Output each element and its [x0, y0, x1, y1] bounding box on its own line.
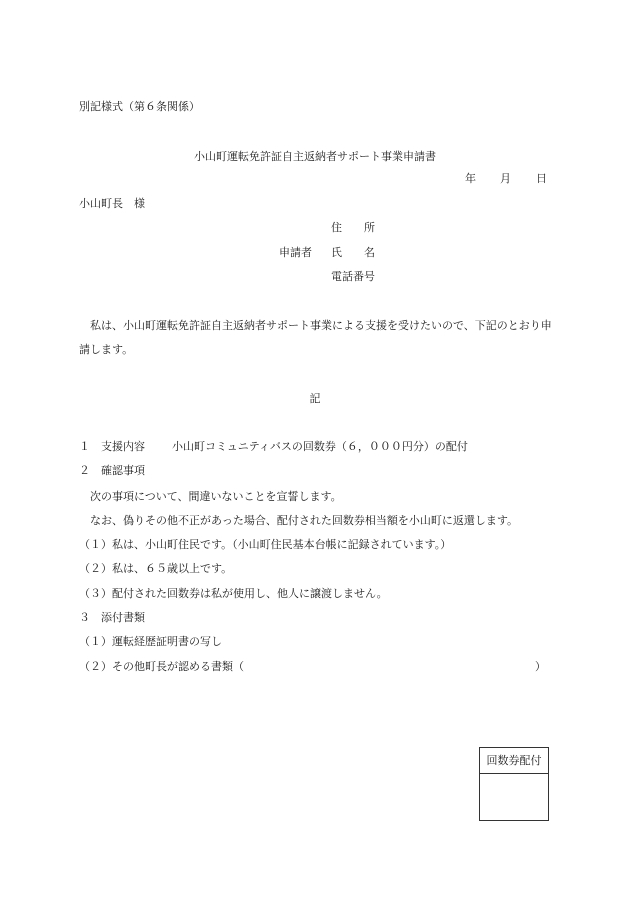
applicant-label: 申請者	[279, 246, 312, 259]
stamp-box	[479, 747, 549, 821]
item3-list-item-2: （２）その他町長が認める書類（	[79, 660, 244, 673]
date-year-label: 年	[465, 172, 476, 185]
item2-paragraph-2: なお、偽りその他不正があった場合、配付された回数券相当額を小山町に返還します。	[90, 514, 519, 527]
page-title: 小山町運転免許証自主返納者サポート事業申請書	[194, 150, 436, 163]
address-label: 住 所	[331, 221, 375, 234]
item2-list-item-1: （１）私は、小山町住民です。（小山町住民基本台帳に記録されています。）	[79, 538, 452, 551]
item1-content: 小山町コミュニティバスの回数券（６，０００円分）の配付	[172, 440, 468, 453]
stamp-box-label: 回数券配付	[480, 748, 548, 774]
date-month-label: 月	[500, 172, 511, 185]
item2-list-item-3: （３）配付された回数券は私が使用し、他人に譲渡しません。	[79, 587, 388, 600]
item1-heading: １ 支援内容	[79, 440, 145, 453]
item2-paragraph-1: 次の事項について、間違いないことを宣誓します。	[90, 490, 342, 503]
item3-heading: ３ 添付書類	[79, 611, 145, 624]
intro-paragraph: 私は、小山町運転免許証自主返納者サポート事業による支援を受けたいので、下記のとおり申請します。	[79, 319, 552, 356]
item3-list-item-1: （１）運転経歴証明書の写し	[79, 635, 222, 648]
form-label: 別記様式（第６条関係）	[79, 100, 200, 113]
item2-heading: ２ 確認事項	[79, 464, 145, 477]
addressee: 小山町長 様	[79, 197, 145, 210]
item3-close-paren: ）	[535, 660, 546, 673]
item2-list-item-2: （２）私は、６５歳以上です。	[79, 562, 233, 575]
phone-label: 電話番号	[331, 270, 375, 283]
ki-heading: 記	[309, 392, 321, 405]
name-label: 氏 名	[331, 246, 375, 259]
date-day-label: 日	[536, 172, 547, 185]
